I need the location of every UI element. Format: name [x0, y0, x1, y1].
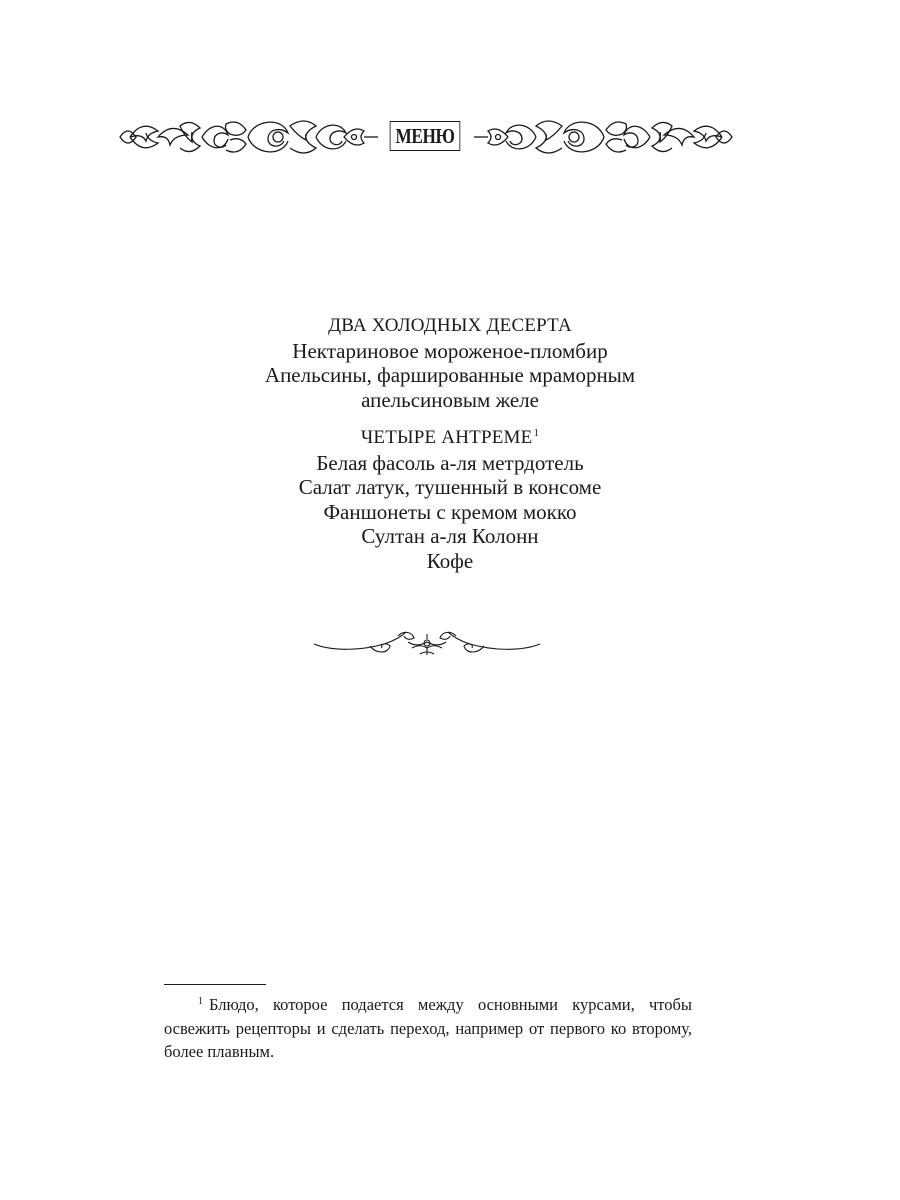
- footnote-marker: 1: [198, 996, 203, 1007]
- footnote-text: Блюдо, которое подается между основными курсами, чтобы освежить рецепторы и сделать переход, например от первого ко второму, более плавным.: [164, 995, 692, 1061]
- menu-item: Кофе: [426, 548, 474, 573]
- menu-item: апельсиновым желе: [361, 387, 539, 412]
- menu-list: [150, 314, 750, 573]
- footnote: [164, 993, 692, 1064]
- footnote-reference: 1: [533, 427, 540, 439]
- footnote-rule: [164, 984, 266, 985]
- header-ornament: [118, 112, 734, 162]
- menu-item: Белая фасоль а-ля метрдотель: [316, 450, 584, 475]
- menu-section-entremets: [150, 426, 750, 573]
- section-heading: ЧЕТЫРЕ АНТРЕМЕ: [360, 427, 533, 448]
- menu-item: Нектариновое мороженое-пломбир: [292, 338, 608, 363]
- section-heading: ДВА ХОЛОДНЫХ ДЕСЕРТА: [328, 315, 572, 336]
- divider-ornament: [312, 626, 542, 660]
- menu-title: МЕНЮ: [390, 121, 461, 151]
- menu-item: Фаншонеты с кремом мокко: [323, 499, 577, 524]
- menu-item: Апельсины, фаршированные мраморным: [264, 363, 636, 387]
- section-heading-wrapper: [150, 426, 750, 451]
- menu-item: Салат латук, тушенный в консоме: [298, 475, 602, 499]
- left-flourish-ornament: [118, 112, 378, 162]
- right-flourish-ornament: [474, 112, 734, 162]
- menu-section-desserts: [150, 314, 750, 412]
- menu-item: Султан а-ля Колонн: [361, 524, 539, 548]
